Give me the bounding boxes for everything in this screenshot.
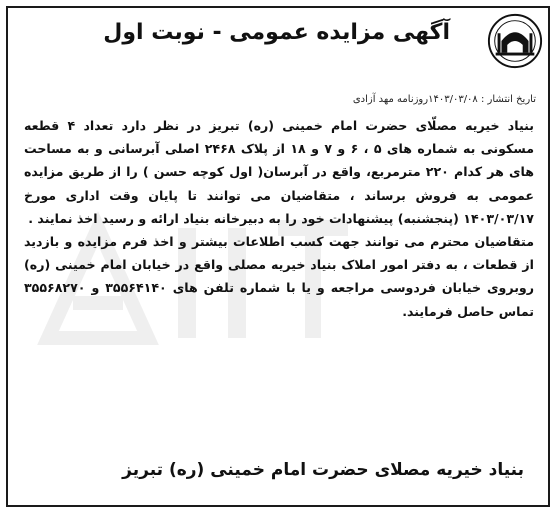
publish-date: تاریخ انتشار : ۱۴۰۳/۰۳/۰۸روزنامه مهد آزادی — [352, 94, 536, 105]
notice-title: آگهی مزایده عمومی - نوبت اول — [103, 20, 450, 45]
notice-paragraph-1: بنیاد خیریه مصلّای حضرت امام خمینی (ره) تبریز در نظر دارد تعداد ۴ قطعه مسکونی به شماره های ۵ ، ۶ و ۷ و ۱۸ از پلاک ۲۴۶۸ اصلی آبرسانی و به مساحت های هر کدام ۲۲۰ مترمربع، واقع در آبرسان( اول کوچه حسن ) را از طریق مزایده عمومی به فروش برساند ، متقاضیان می توانند تا پایان وقت اداری مورخ ۱۴۰۳/۰۳/۱۷ (پنجشنبه) پیشنهادات خود را به دبیرخانه بنیاد ارائه و رسید اخذ نمایند . — [24, 118, 534, 226]
notice-signature: بنیاد خیریه مصلای حضرت امام خمینی (ره) تبریز — [122, 460, 524, 480]
notice-header — [8, 8, 548, 74]
notice-body — [24, 114, 534, 323]
notice-frame — [6, 6, 550, 507]
mosque-emblem-icon — [486, 12, 544, 70]
notice-paragraph-2: متقاضیان محترم می توانند جهت کسب اطلاعات بیشتر و اخذ فرم مزایده و بازدید از قطعات ، به دفتر امور املاک بنیاد خیریه مصلی واقع در خیابان امام خمینی (ره) روبروی خیابان فردوسی مراجعه و یا با شماره تلفن های ۳۵۵۶۴۱۴۰ و ۳۵۵۶۸۲۷۰ تماس حاصل فرمایند. — [24, 234, 534, 319]
